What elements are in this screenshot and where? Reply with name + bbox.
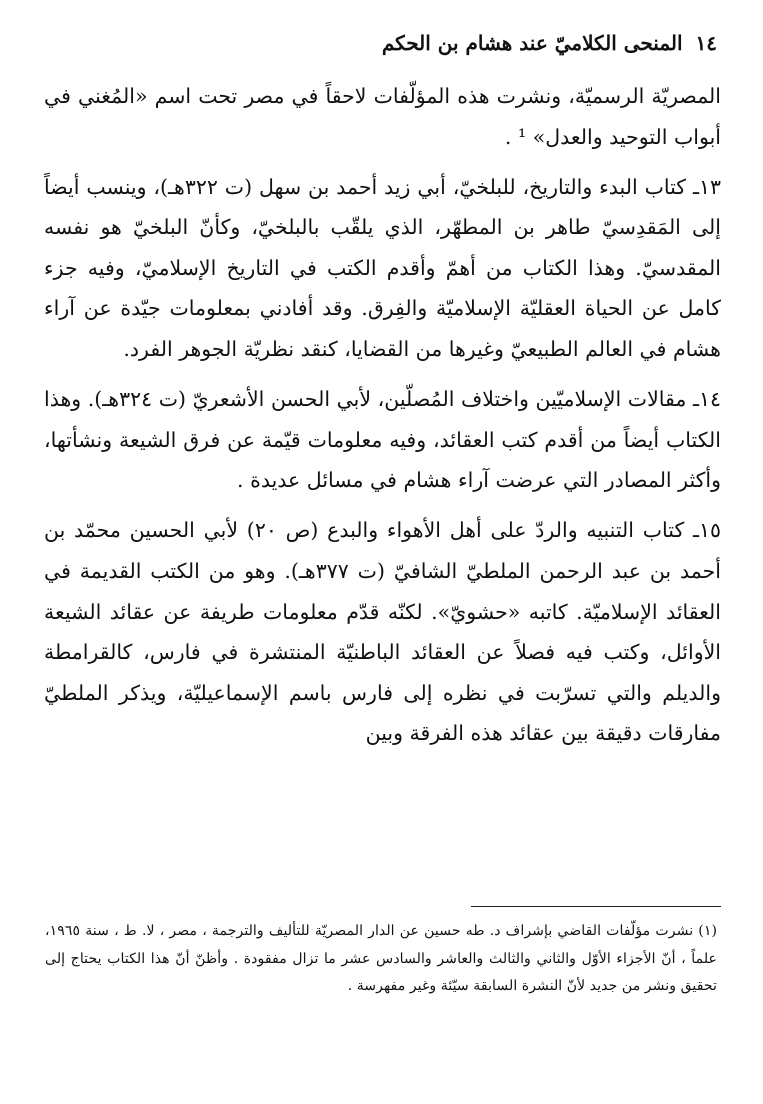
footnote-text: (١) نشرت مؤلّفات القاضي بإشراف د. طه حسين عن الدار المصريّة للتأليف والترجمة ، مصر ، لا. ط ، سنة ١٩٦٥، علماً ، أنّ الأجزاء الأوّل والثاني والثالث والعاشر والسادس عشر ما تزال مفقودة . وأظنّ أنّ هذا الكتاب يحتاج إلى تحقيق ونشر من جديد لأنّ النشرة السابقة سيّئة وغير مفهرسة .	[45, 923, 717, 995]
paragraph-continuation: المصريّة الرسميّة، ونشرت هذه المؤلّفات لاحقاً في مصر تحت اسم «المُغني في أبواب التوحيد والعدل» ¹ .	[44, 84, 721, 149]
footnote-separator	[471, 906, 721, 907]
main-text	[44, 76, 721, 754]
running-title: المنحى الكلاميّ عند هشام بن الحكم	[381, 31, 683, 55]
running-header	[46, 26, 717, 60]
page-number: ١٤	[695, 31, 717, 55]
footnote	[45, 918, 717, 1001]
paragraph-item-14: ١٤ـ مقالات الإسلاميّين واختلاف المُصلّين، لأبي الحسن الأشعريّ (ت ٣٢٤هـ). وهذا الكتاب أيضاً من أقدم كتب العقائد، وفيه معلومات قيّمة عن فرق الشيعة ونشأتها، وأكثر المصادر التي عرضت آراء هشام في مسائل عديدة .	[44, 387, 722, 493]
paragraph-item-15: ١٥ـ كتاب التنبيه والردّ على أهل الأهواء والبدع (ص ٢٠) لأبي الحسين محمّد بن أحمد بن عبد الرحمن الملطيّ الشافيّ (ت ٣٧٧هـ). وهو من الكتب القديمة في العقائد الإسلاميّة. كاتبه «حشويّ». لكنّه قدّم معلومات طريفة عن عقائد الشيعة الأوائل، وكتب فيه فصلاً عن العقائد الباطنيّة المنتشرة في فارس، كالقرامطة والديلم والتي تسرّبت في نظره إلى فارس باسم الإسماعيليّة، ويذكر الملطيّ مفارقات دقيقة بين عقائد هذه الفرقة وبين	[44, 518, 722, 746]
paragraph-item-13: ١٣ـ كتاب البدء والتاريخ، للبلخيّ، أبي زيد أحمد بن سهل (ت ٣٢٢هـ)، وينسب أيضاً إلى المَقدِسيّ طاهر بن المطهّر، الذي يلقّب بالبلخيّ، وكأنّ البلخيّ هو نفسه المقدسيّ. وهذا الكتاب من أهمّ وأقدم الكتب في التاريخ الإسلاميّ، وفيه جزء كامل عن الحياة العقليّة الإسلاميّة والفِرق. وقد أفادني بمعلومات جيّدة عن آراء هشام في العالم الطبيعيّ وغيرها من القضايا، كنقد نظريّة الجوهر الفرد.	[44, 174, 721, 362]
